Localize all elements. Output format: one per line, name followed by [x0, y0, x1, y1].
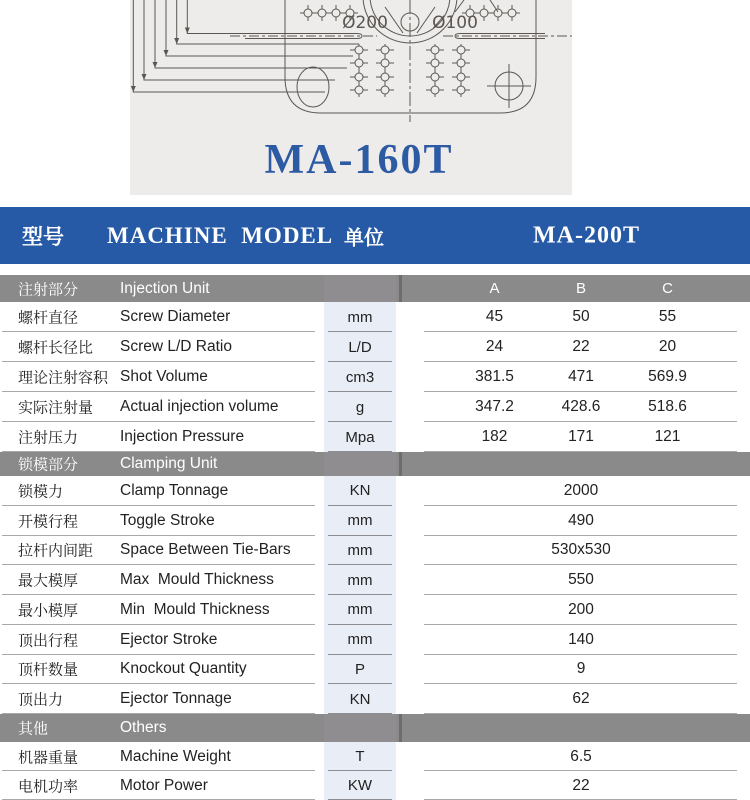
platen-drawing [130, 0, 572, 132]
column-header-C: C [662, 280, 673, 297]
spec-unit: g [355, 398, 365, 416]
spec-table [0, 275, 750, 800]
spec-values [404, 771, 750, 800]
spec-value: 140 [568, 630, 594, 648]
spec-unit-cell [324, 771, 396, 800]
spec-value: 50 [572, 308, 590, 325]
spec-label-zh: 顶杆数量 [18, 661, 79, 679]
spec-unit: mm [347, 601, 373, 619]
spec-label-en: Max Mould Thickness [120, 571, 274, 589]
spec-unit-cell [324, 332, 396, 362]
spec-value: 24 [485, 338, 504, 355]
spec-label-zh: 顶出行程 [18, 632, 79, 650]
section-title-zh: 其他 [18, 720, 49, 738]
spec-values [404, 302, 750, 332]
section-separator [399, 452, 402, 476]
spec-label-en: Shot Volume [120, 368, 208, 385]
spec-value: 171 [568, 428, 594, 445]
spec-label-zh: 实际注射量 [18, 399, 94, 417]
spec-values [404, 506, 750, 536]
spec-unit-cell [324, 476, 396, 506]
section-header [0, 714, 750, 742]
column-headers [404, 275, 750, 302]
spec-label-zh: 开模行程 [18, 513, 79, 531]
spec-label-zh: 电机功率 [18, 778, 79, 795]
spec-value: 45 [485, 308, 504, 325]
spec-value: 62 [572, 690, 590, 708]
spec-unit-cell [324, 625, 396, 655]
spec-value: 471 [568, 368, 594, 385]
spec-values [404, 476, 750, 506]
spec-unit-cell [324, 595, 396, 625]
spec-row [0, 332, 750, 362]
section-title-zh: 注射部分 [18, 281, 79, 298]
spec-label-zh: 理论注射容积 [18, 369, 109, 387]
spec-value: 550 [568, 571, 594, 589]
spec-label-zh: 顶出力 [18, 691, 64, 709]
spec-row [0, 771, 750, 800]
diameter-200-label: Ø200 [342, 13, 388, 33]
spec-label-en: Knockout Quantity [120, 660, 247, 678]
spec-unit-cell [324, 362, 396, 392]
section-header [0, 452, 750, 476]
spec-label-en: Ejector Tonnage [120, 690, 232, 708]
spec-value: 9 [576, 660, 586, 678]
spec-label-zh: 最大模厚 [18, 572, 79, 590]
spec-unit: mm [347, 512, 373, 530]
spec-label-zh: 锁模力 [18, 483, 64, 501]
spec-row [0, 422, 750, 452]
column-headers [404, 714, 750, 742]
spec-value: 490 [568, 511, 594, 529]
section-header [0, 275, 750, 302]
drawing-model-title: MA-160T [264, 137, 454, 183]
spec-row [0, 625, 750, 655]
spec-label-zh: 机器重量 [18, 749, 79, 766]
spec-row [0, 655, 750, 685]
spec-label-zh: 螺杆直径 [18, 309, 79, 327]
spec-value: 347.2 [475, 398, 514, 415]
spec-values [404, 565, 750, 595]
table-header-bar [0, 207, 750, 264]
spec-unit: Mpa [345, 428, 375, 446]
spec-unit: KN [349, 690, 371, 708]
spec-value: 569.9 [648, 368, 687, 385]
spec-label-en: Space Between Tie-Bars [120, 541, 291, 559]
spec-label-zh: 螺杆长径比 [18, 339, 94, 357]
spec-values [404, 422, 750, 452]
spec-value: 22 [572, 338, 590, 355]
spec-row [0, 595, 750, 625]
spec-value: 182 [481, 428, 508, 445]
spec-row [0, 565, 750, 595]
spec-row [0, 506, 750, 536]
spec-value: 55 [658, 308, 677, 325]
tie-bar-hole-left [297, 67, 329, 107]
spec-value: 22 [572, 776, 590, 794]
model-label-zh: 型号 [22, 225, 64, 249]
spec-values [404, 684, 750, 714]
spec-unit: L/D [348, 338, 372, 356]
spec-unit-cell [324, 302, 396, 332]
spec-row [0, 684, 750, 714]
spec-label-zh: 最小模厚 [18, 602, 79, 620]
spec-unit: KW [347, 777, 373, 794]
column-header-B: B [575, 280, 586, 297]
spec-row [0, 302, 750, 332]
diameter-100-label: Ø100 [432, 13, 478, 33]
leader-arrows [131, 28, 190, 93]
technical-drawing-panel [130, 0, 572, 195]
spec-unit: mm [347, 308, 373, 326]
spec-unit-cell [324, 655, 396, 685]
spec-unit-cell [324, 684, 396, 714]
spec-row [0, 742, 750, 771]
spec-unit-cell [324, 536, 396, 566]
section-title-zh: 锁模部分 [18, 456, 79, 474]
section-title-en: Injection Unit [120, 279, 210, 297]
section-unit-overlay [324, 275, 396, 302]
spec-unit-cell [324, 565, 396, 595]
column-header-A: A [489, 280, 500, 297]
spec-unit: T [355, 748, 365, 765]
spec-label-en: Min Mould Thickness [120, 600, 270, 618]
section-separator [399, 714, 402, 742]
spec-label-en: Actual injection volume [120, 398, 279, 415]
spec-label-en: Injection Pressure [120, 428, 245, 445]
section-unit-overlay [324, 452, 396, 476]
spec-values [404, 536, 750, 566]
spec-values [404, 362, 750, 392]
spec-row [0, 536, 750, 566]
spec-label-en: Clamp Tonnage [120, 481, 229, 499]
spec-value: 518.6 [648, 398, 687, 415]
spec-unit: mm [347, 631, 373, 649]
spec-label-en: Toggle Stroke [120, 511, 215, 529]
spec-label-zh: 注射压力 [18, 429, 79, 447]
spec-values [404, 625, 750, 655]
spec-row [0, 392, 750, 422]
spec-value: 200 [568, 600, 594, 618]
section-title-en: Others [120, 719, 167, 736]
spec-values [404, 332, 750, 362]
spec-unit: KN [349, 482, 371, 500]
spec-unit-cell [324, 422, 396, 452]
section-unit-overlay [324, 714, 396, 742]
section-separator [399, 275, 402, 302]
spec-value: 2000 [563, 481, 599, 499]
spec-label-zh: 拉杆内间距 [18, 542, 94, 560]
spec-unit: cm3 [345, 368, 375, 386]
spec-unit: mm [347, 571, 373, 589]
spec-unit: P [354, 660, 365, 678]
model-label-en: MACHINE MODEL [107, 222, 334, 248]
spec-label-en: Screw L/D Ratio [120, 338, 232, 355]
machine-model-value: MA-200T [533, 222, 640, 248]
spec-value: 20 [658, 338, 677, 355]
section-title-en: Clamping Unit [120, 455, 218, 472]
spec-unit: mm [347, 541, 373, 559]
spec-unit-cell [324, 392, 396, 422]
spec-unit-cell [324, 506, 396, 536]
spec-values [404, 595, 750, 625]
spec-value: 121 [654, 428, 681, 445]
spec-value: 428.6 [561, 398, 601, 415]
spec-values [404, 392, 750, 422]
unit-column-label: 单位 [344, 227, 384, 249]
spec-unit-cell [324, 742, 396, 771]
spec-label-en: Ejector Stroke [120, 630, 218, 648]
spec-row [0, 476, 750, 506]
spec-values [404, 655, 750, 685]
spec-value: 6.5 [570, 747, 592, 765]
spec-value: 381.5 [475, 368, 514, 385]
spec-value: 530x530 [551, 541, 611, 559]
spec-label-en: Machine Weight [120, 747, 231, 765]
callout-fragment [455, 0, 498, 12]
column-headers [404, 452, 750, 476]
spec-values [404, 742, 750, 771]
spec-label-en: Motor Power [120, 776, 208, 794]
spec-row [0, 362, 750, 392]
spec-label-en: Screw Diameter [120, 308, 231, 325]
